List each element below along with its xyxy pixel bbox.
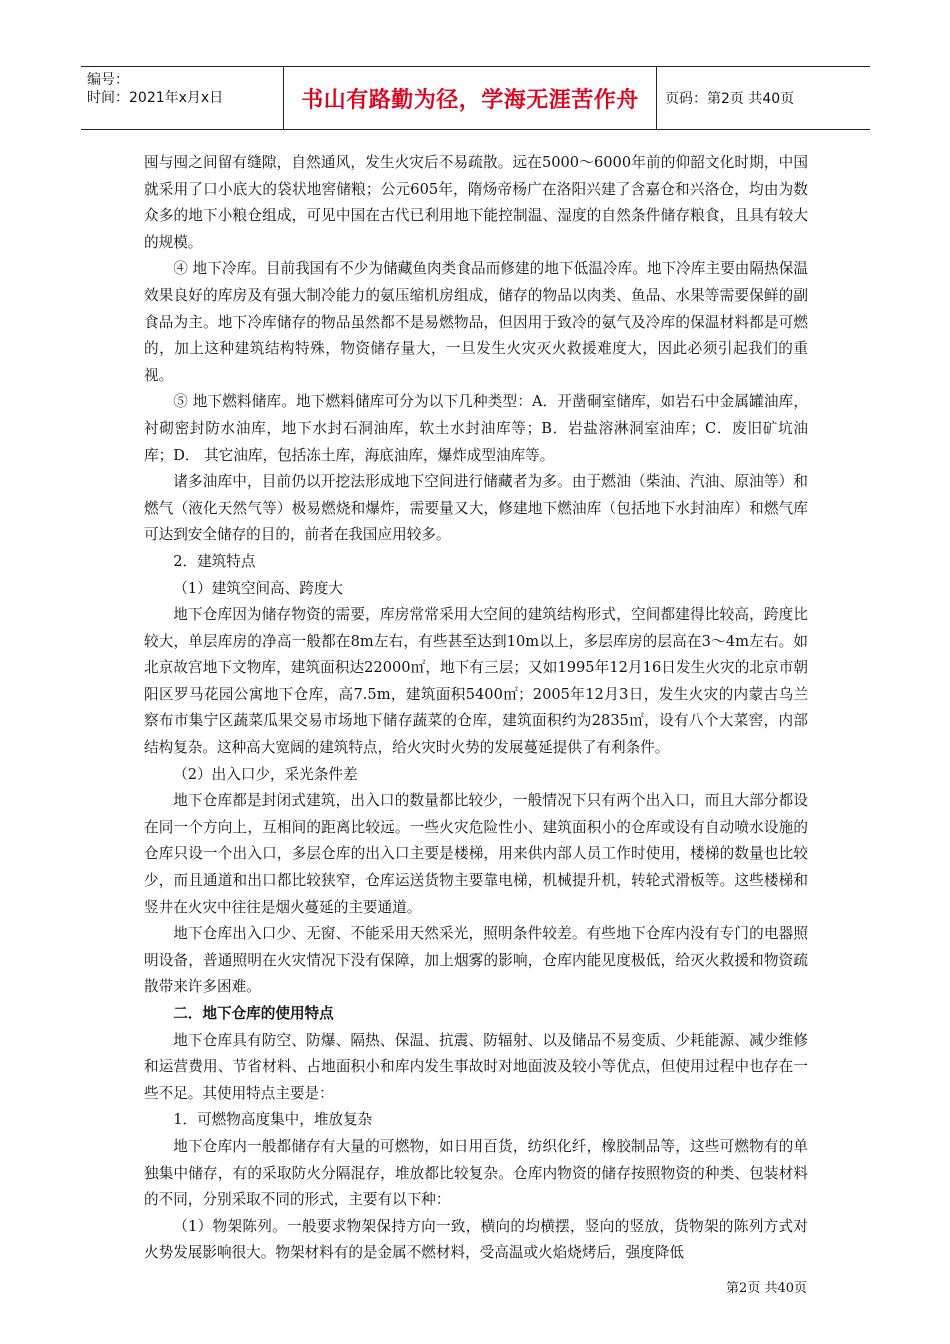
paragraph: 地下仓库都是封闭式建筑，出入口的数量都比较少，一般情况下只有两个出入口，而且大部分都设在同一个方向上，互相间的距离比较远。一些火灾危险性小、建筑面积小的仓库或设有自动喷水设施的仓库只设一个出入口，多层仓库的出入口主要是楼梯，用来供内部人员工作时使用，楼梯的数量也比较少，而且通道和出口都比较狭窄，仓库运送货物主要靠电梯，机械提升机，转轮式滑板等。这些楼梯和竖井在火灾中往往是烟火蔓延的主要通道。 bbox=[144, 792, 808, 916]
paragraph: 诸多油库中，目前仍以开挖法形成地下空间进行储藏者为多。由于燃油（柴油、汽油、原油等）和燃气（液化天然气等）极易燃烧和爆炸，需要量又大，修建地下燃油库（包括地下水封油库）和燃气库可达到安全储存的目的，前者在我国应用较多。 bbox=[144, 473, 808, 544]
section-heading: 1．可燃物高度集中，堆放复杂 bbox=[173, 1111, 373, 1129]
section-heading: 2．建筑特点 bbox=[173, 552, 256, 570]
paragraph: （1）物架陈列。一般要求物架保持方向一致，横向的均横摆，竖向的竖放，货物架的陈列方式对火势发展影响很大。物架材料有的是金属不燃材料，受高温或火焰烧烤后，强度降低 bbox=[144, 1217, 808, 1262]
paragraph: 地下仓库内一般都储存有大量的可燃物，如日用百货，纺织化纤，橡胶制品等，这些可燃物有的单独集中储存，有的采取防火分隔混存，堆放都比较复杂。仓库内物资的储存按照物资的种类、包装材料的不同，分别采取不同的形式，主要有以下种： bbox=[144, 1137, 808, 1209]
paragraph: 地下仓库出入口少、无窗、不能采用天然采光，照明条件较差。有些地下仓库内没有专门的电器照明设备，普通照明在火灾情况下没有保障，加上烟雾的影响，仓库内能见度极低，给灭火救援和物资疏散带来许多困难。 bbox=[144, 925, 808, 996]
paragraph: ⑤ 地下燃料储库。地下燃料储库可分为以下几种类型：A．开凿硐室储库，如岩石中金属罐油库，衬砌密封防水油库，地下水封石洞油库，软土水封油库等；B．岩盐溶淋洞室油库；C．废旧矿坑油库；D． 其它油库，包括冻土库，海底油库，爆炸成型油库等。 bbox=[144, 393, 808, 464]
paragraph: 地下仓库因为储存物资的需要，库房常常采用大空间的建筑结构形式，空间都建得比较高，跨度比较大，单层库房的净高一般都在8m左右，有些甚至达到10m以上，多层库房的层高在3～4m左右。如北京故宫地下文物库，建筑面积达22000㎡，地下有三层；又如1995年12月16日发生火灾的北京市朝阳区罗马花园公寓地下仓库，高7.5m，建筑面积5400㎡；2005年12月3日，发生火灾的内蒙古乌兰察布市集宁区蔬菜瓜果交易市场地下储存蔬菜的仓库，建筑面积约为2835㎡，设有八个大菜窖，内部结构复杂。这种高大宽阔的建筑特点，给火灾时火势的发展蔓延提供了有利条件。 bbox=[144, 606, 808, 757]
chapter-heading: 二．地下仓库的使用特点 bbox=[173, 1005, 334, 1022]
header-page-label: 页码：第2页 共40页 bbox=[665, 91, 795, 107]
header-table bbox=[81, 66, 870, 130]
page-footer: 第2页 共40页 bbox=[726, 1281, 807, 1296]
subsection-heading: （1）建筑空间高、跨度大 bbox=[173, 579, 344, 597]
header-left-cell bbox=[81, 67, 284, 129]
paragraph: 囤与囤之间留有缝隙，自然通风，发生火灾后不易疏散。远在5000～6000年前的仰韶文化时期，中国就采用了口小底大的袋状地窖储粮；公元605年，隋炀帝杨广在洛阳兴建了含嘉仓和兴洛仓，均由为数众多的地下小粮仓组成，可见中国在古代已利用地下能控制温、湿度的自然条件储存粮食，且具有较大的规模。 bbox=[144, 154, 808, 251]
subsection-heading: （2）出入口少，采光条件差 bbox=[173, 765, 358, 783]
paragraph: 地下仓库具有防空、防爆、隔热、保温、抗震、防辐射、以及储品不易变质、少耗能源、减少维修和运营费用、节省材料、占地面积小和库内发生事故时对地面波及较小等优点，但使用过程中也存在一些不足。其使用特点主要是： bbox=[144, 1031, 808, 1102]
document-body bbox=[144, 150, 808, 1267]
header-motto: 书山有路勤为径，学海无涯苦作舟 bbox=[284, 67, 657, 129]
number-label: 编号： bbox=[87, 72, 129, 88]
time-label: 时间：2021年x月x日 bbox=[87, 90, 224, 106]
paragraph: ④ 地下冷库。目前我国有不少为储藏鱼肉类食品而修建的地下低温冷库。地下冷库主要由隔热保温效果良好的库房及有强大制冷能力的氨压缩机房组成，储存的物品以肉类、鱼品、水果等需要保鲜的副食品为主。地下冷库储存的物品虽然都不是易燃物品，但因用于致冷的氨气及冷库的保温材料都是可燃的，加上这种建筑结构特殊，物资储存量大，一旦发生火灾灭火救援难度大，因此必须引起我们的重视。 bbox=[144, 260, 808, 384]
